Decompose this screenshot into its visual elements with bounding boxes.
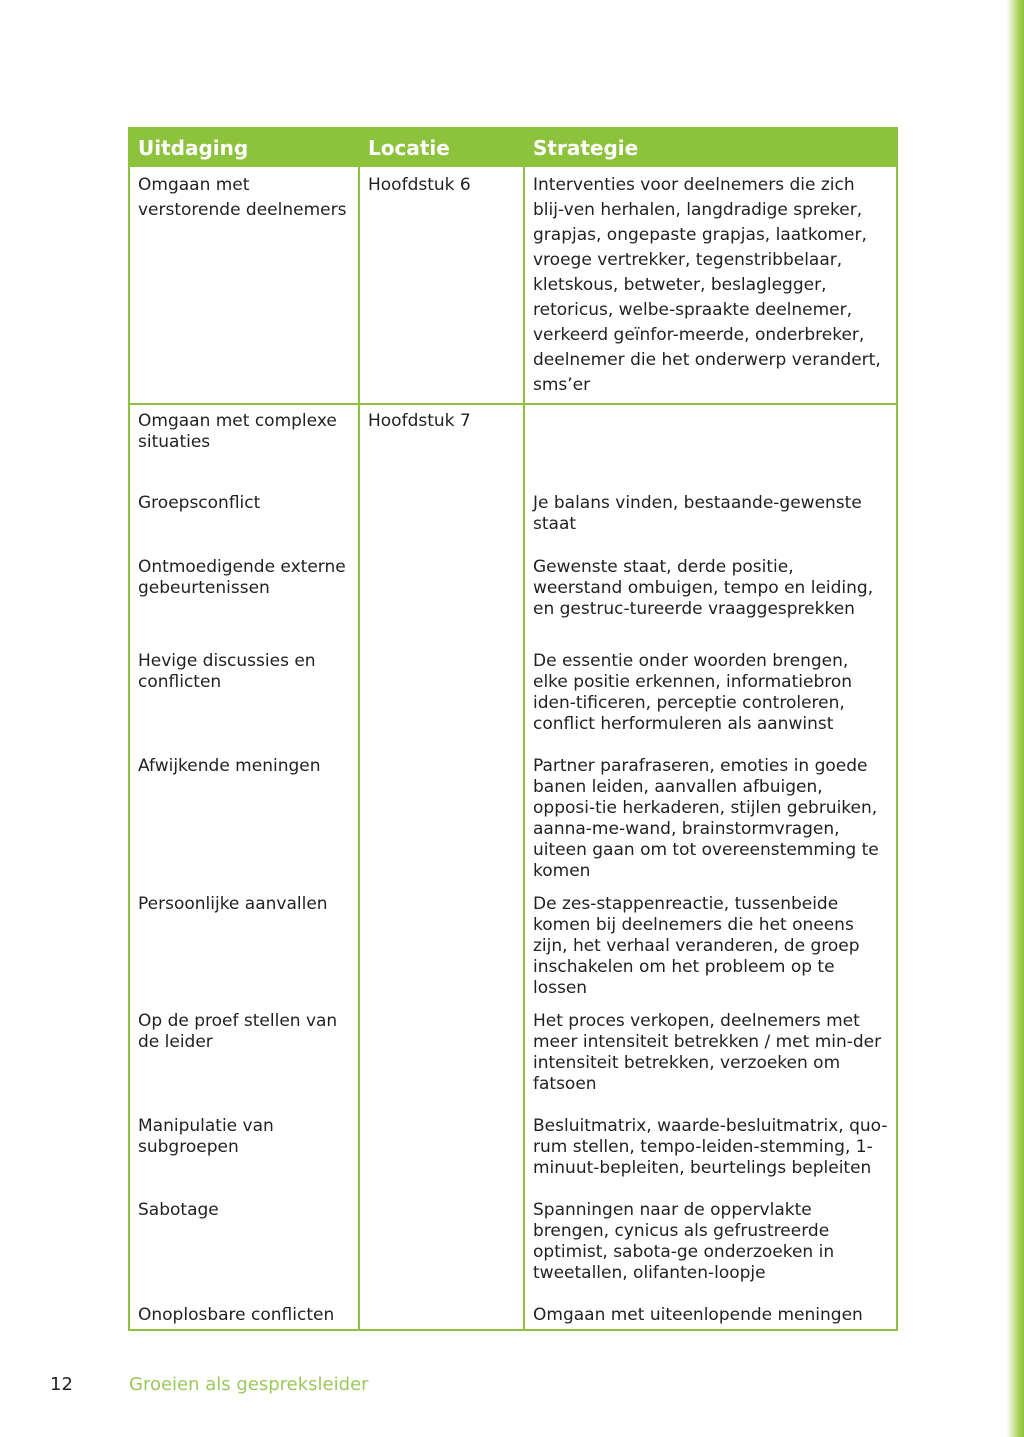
cell-uitdaging: Op de proef stellen van de leider xyxy=(129,1003,359,1108)
cell-uitdaging: Onoplosbare conflicten xyxy=(129,1297,359,1330)
cell-uitdaging: Persoonlijke aanvallen xyxy=(129,886,359,1003)
table-row xyxy=(129,1297,897,1330)
cell-uitdaging: Hevige discussies en conflicten xyxy=(129,643,359,748)
header-strategie: Strategie xyxy=(524,128,897,166)
cell-locatie: Hoofdstuk 6 xyxy=(359,166,524,404)
cell-uitdaging: Ontmoedigende externe gebeurtenissen xyxy=(129,549,359,643)
cell-locatie xyxy=(359,748,524,886)
cell-uitdaging: Sabotage xyxy=(129,1192,359,1297)
page-number: 12 xyxy=(50,1374,73,1395)
header-locatie: Locatie xyxy=(359,128,524,166)
table-row xyxy=(129,748,897,886)
table-row xyxy=(129,886,897,1003)
cell-locatie xyxy=(359,643,524,748)
strategy-table xyxy=(128,127,898,1331)
cell-strategie: Interventies voor deelnemers die zich blij-ven herhalen, langdradige spreker, grapjas, ongepaste grapjas, laatkomer, vroege vertrekker, tegenstribbelaar, kletskous, betweter, beslaglegger, retoricus, welbe-spraakte deelnemer, verkeerd geïnfor-meerde, onderbreker, deelnemer die het onderwerp verandert, sms’er xyxy=(524,166,897,404)
cell-uitdaging: Afwijkende meningen xyxy=(129,748,359,886)
cell-strategie: Het proces verkopen, deelnemers met meer intensiteit betrekken / met min-der intensiteit betrekken, verzoeken om fatsoen xyxy=(524,1003,897,1108)
table-row xyxy=(129,549,897,643)
cell-locatie: Hoofdstuk 7 xyxy=(359,404,524,485)
table-row xyxy=(129,404,897,485)
page-edge-accent-bar xyxy=(1006,0,1024,1437)
cell-locatie xyxy=(359,485,524,549)
table-row xyxy=(129,485,897,549)
header-uitdaging: Uitdaging xyxy=(129,128,359,166)
cell-locatie xyxy=(359,1297,524,1330)
table-row xyxy=(129,1108,897,1192)
cell-strategie: De essentie onder woorden brengen, elke positie erkennen, informatiebron iden-tificeren, perceptie controleren, conflict herformuleren als aanwinst xyxy=(524,643,897,748)
cell-strategie: Partner parafraseren, emoties in goede banen leiden, aanvallen afbuigen, opposi-tie herkaderen, stijlen gebruiken, aanna-me-wand, brainstormvragen, uiteen gaan om tot overeenstemming te komen xyxy=(524,748,897,886)
cell-strategie: Besluitmatrix, waarde-besluitmatrix, quo-rum stellen, tempo-leiden-stemming, 1-minuut-bepleiten, beurtelings bepleiten xyxy=(524,1108,897,1192)
cell-locatie xyxy=(359,549,524,643)
running-footer-title: Groeien als gespreksleider xyxy=(129,1374,369,1395)
cell-locatie xyxy=(359,886,524,1003)
cell-locatie xyxy=(359,1192,524,1297)
table-row xyxy=(129,1003,897,1108)
cell-strategie: De zes-stappenreactie, tussenbeide komen bij deelnemers die het oneens zijn, het verhaal veranderen, de groep inschakelen om het probleem op te lossen xyxy=(524,886,897,1003)
cell-strategie: Gewenste staat, derde positie, weerstand ombuigen, tempo en leiding, en gestruc-tureerde vraaggesprekken xyxy=(524,549,897,643)
cell-strategie: Je balans vinden, bestaande-gewenste staat xyxy=(524,485,897,549)
table-row xyxy=(129,166,897,404)
table-row xyxy=(129,643,897,748)
cell-uitdaging: Omgaan met verstorende deelnemers xyxy=(129,166,359,404)
cell-uitdaging: Omgaan met complexe situaties xyxy=(129,404,359,485)
cell-locatie xyxy=(359,1108,524,1192)
cell-uitdaging: Groepsconflict xyxy=(129,485,359,549)
cell-strategie: Spanningen naar de oppervlakte brengen, cynicus als gefrustreerde optimist, sabota-ge onderzoeken in tweetallen, olifanten-loopje xyxy=(524,1192,897,1297)
cell-uitdaging: Manipulatie van subgroepen xyxy=(129,1108,359,1192)
table-header-row xyxy=(129,128,897,166)
cell-strategie xyxy=(524,404,897,485)
table-row xyxy=(129,1192,897,1297)
cell-strategie: Omgaan met uiteenlopende meningen xyxy=(524,1297,897,1330)
cell-locatie xyxy=(359,1003,524,1108)
